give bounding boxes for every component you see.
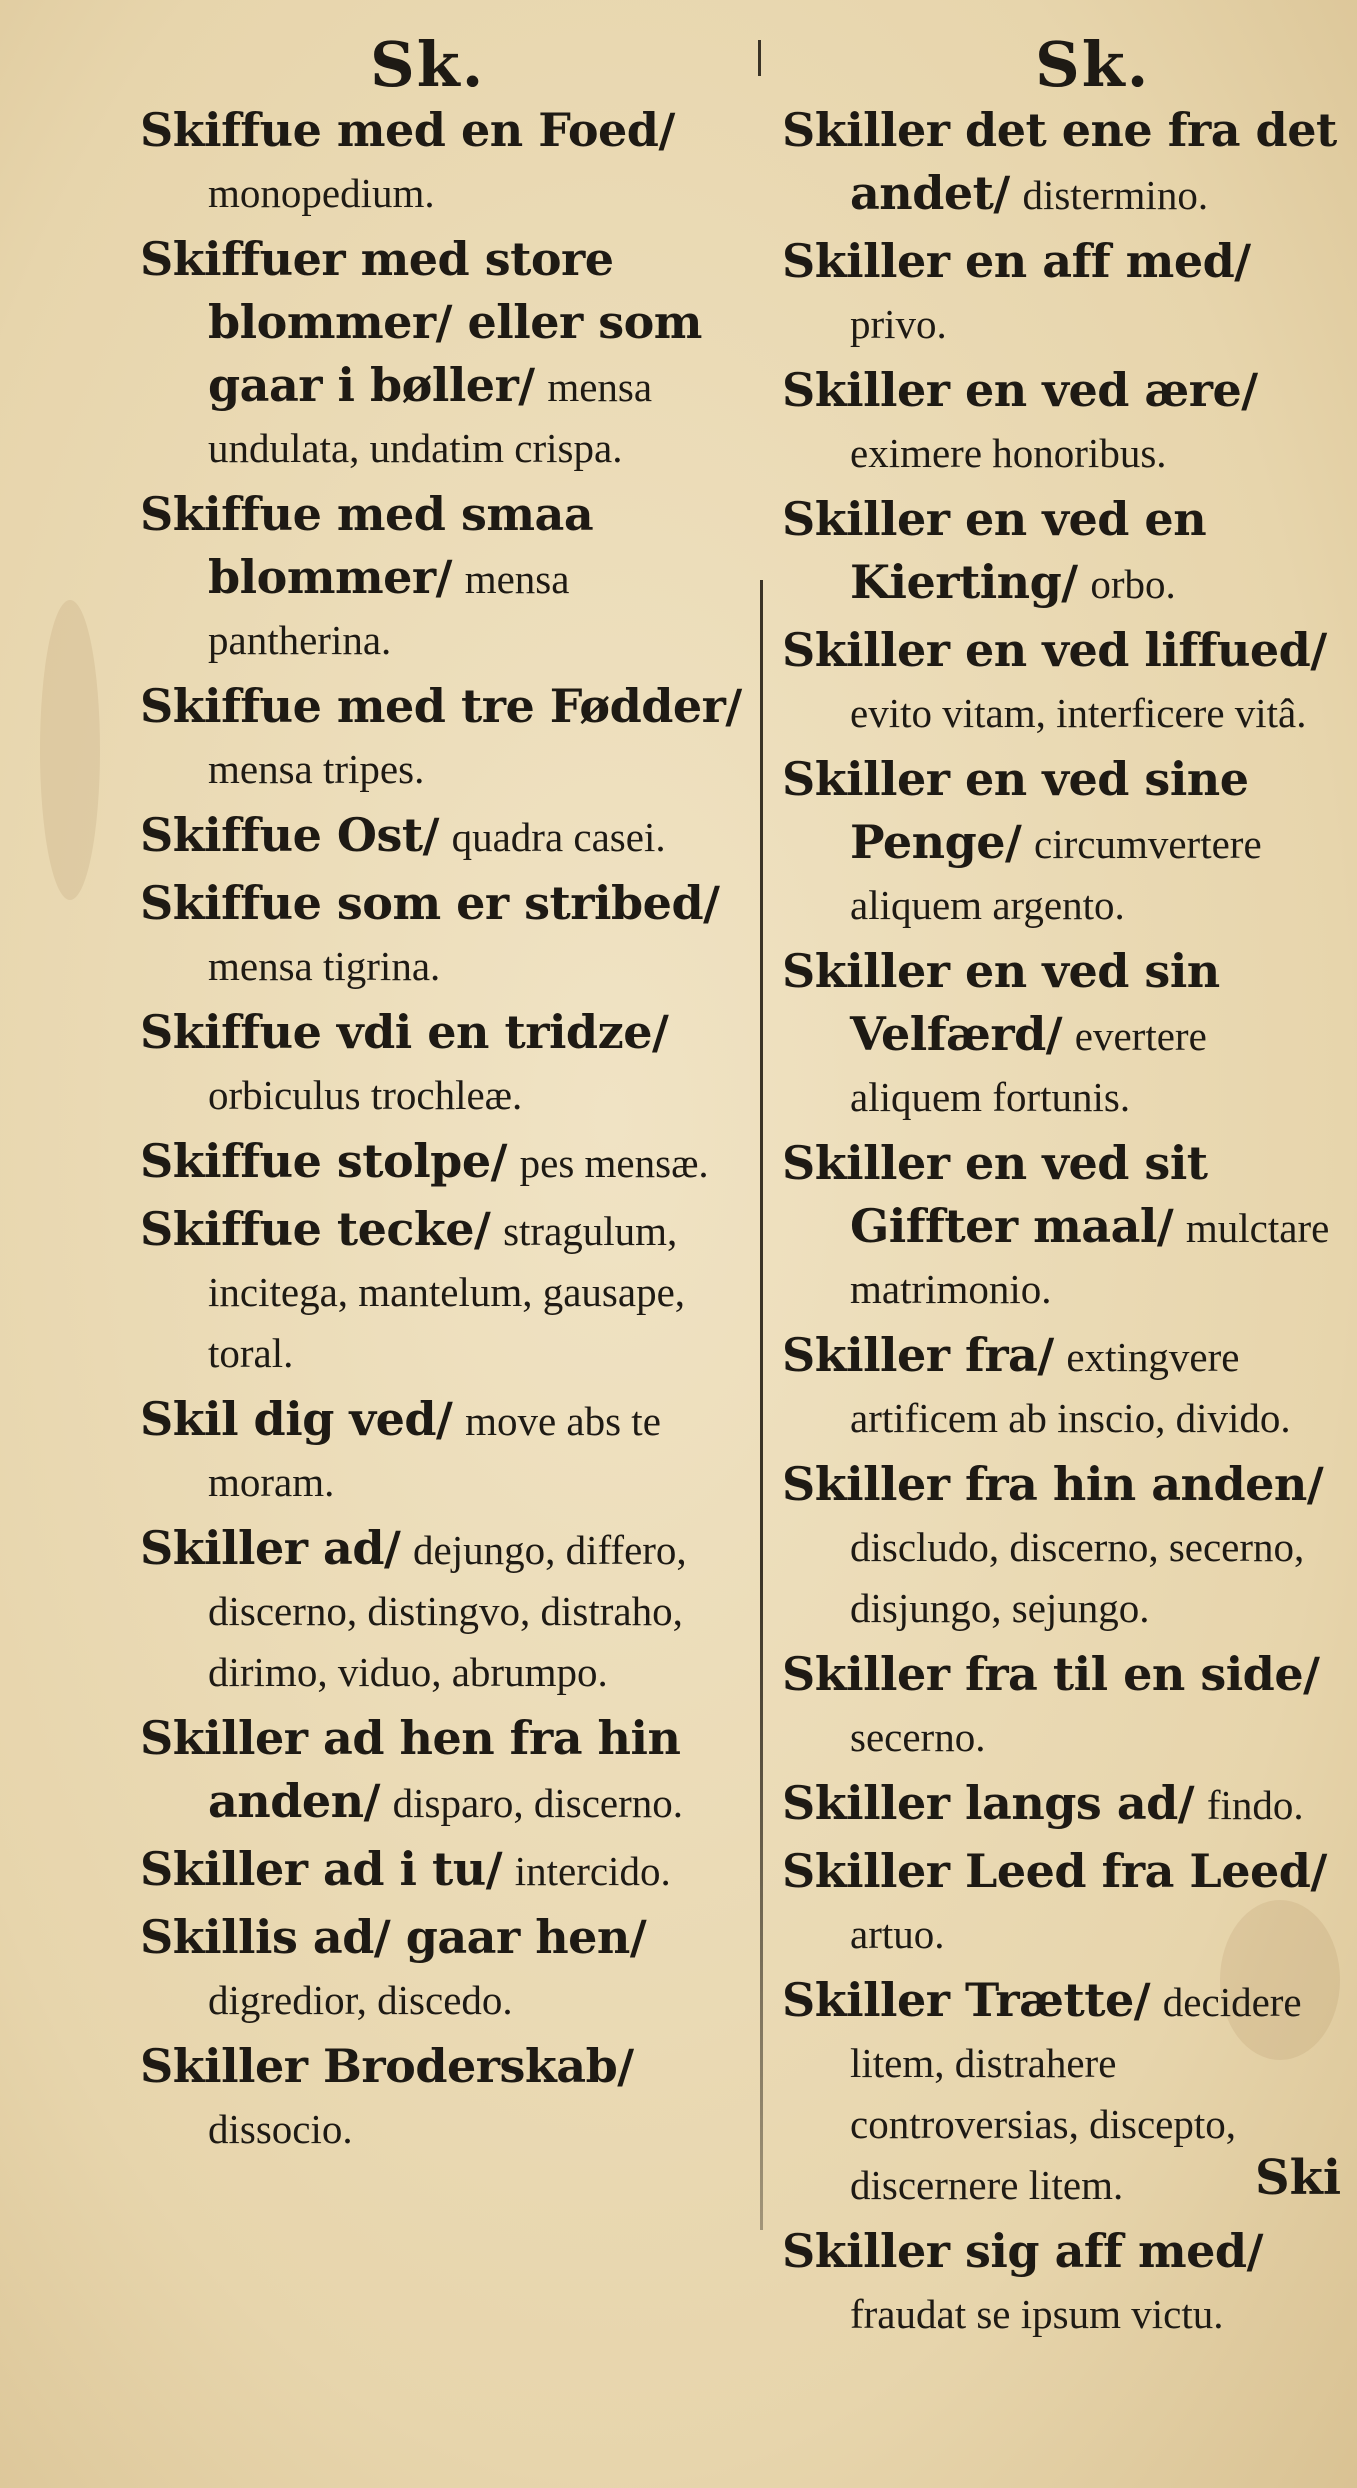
dictionary-entry [782,1644,1342,1768]
entry-latin: mensa tripes. [208,746,425,792]
entry-headword: Skiller Broderskab/ [140,2039,634,2093]
dictionary-entry [782,231,1342,355]
entry-headword: Skiller Trætte/ [782,1973,1151,2027]
dictionary-entry [140,1839,750,1902]
entry-headword: Skiller en ved liffued/ [782,623,1327,677]
entry-headword: Skiffue med tre Fødder/ [140,679,742,733]
dictionary-entry [140,1389,750,1513]
entry-headword: Skiller fra hin anden/ [782,1457,1324,1511]
dictionary-entry [782,1133,1342,1320]
right-column [782,100,1342,2350]
dictionary-entry [782,2221,1342,2345]
entry-latin: fraudat se ipsum victu. [850,2291,1224,2337]
dictionary-entry [140,676,750,800]
entry-headword: Skiller en ved sit Giffter maal/ [782,1136,1208,1253]
dictionary-entry [782,360,1342,484]
entry-latin: stragulum, incitega, mantelum, gausape, toral. [208,1208,686,1376]
entry-latin: evertere aliquem fortunis. [850,1013,1207,1120]
dictionary-entry [140,1199,750,1384]
entry-headword: Skiller sig aff med/ [782,2224,1263,2278]
entry-latin: dejungo, differo, discerno, distingvo, distraho, dirimo, viduo, abrumpo. [208,1527,687,1695]
entry-headword: Skiller langs ad/ [782,1776,1195,1830]
entry-headword: Skiller en ved en Kierting/ [782,492,1207,609]
entry-latin: disparo, discerno. [392,1780,683,1826]
entry-latin: move abs te moram. [208,1398,661,1505]
entry-latin: dissocio. [208,2106,353,2152]
entry-headword: Skiffue stolpe/ [140,1134,507,1188]
left-column [140,100,750,2165]
entry-headword: Skiller en ved ære/ [782,363,1258,417]
entry-headword: Skiller fra/ [782,1328,1054,1382]
entry-headword: Skiffue med en Foed/ [140,103,675,157]
entry-headword: Skiller ad i tu/ [140,1842,502,1896]
entry-headword: Skiller en aff med/ [782,234,1251,288]
entry-headword: Skil dig ved/ [140,1392,453,1446]
entry-latin: decidere litem, distrahere controversias, discepto, discernere litem. [850,1979,1302,2208]
entry-headword: Skiller Leed fra Leed/ [782,1844,1327,1898]
entry-latin: quadra casei. [451,814,666,860]
entry-latin: mulctare matrimonio. [850,1205,1330,1312]
header-divider [758,40,761,76]
running-head-right: Sk. [1035,28,1151,101]
dictionary-entry [140,1131,750,1194]
entry-latin: pes mensæ. [519,1140,709,1186]
dictionary-entry [782,100,1342,226]
entry-latin: intercido. [514,1848,671,1894]
entry-headword: Skiffuer med store blommer/ eller som gaar i bøller/ [140,232,702,412]
entry-latin: monopedium. [208,170,435,216]
catchword: Ski [1255,2150,1342,2206]
entry-latin: orbo. [1090,561,1176,607]
entry-latin: evito vitam, interficere vitâ. [850,690,1307,736]
dictionary-entry [782,941,1342,1128]
entry-latin: extingvere artificem ab inscio, divido. [850,1334,1291,1441]
dictionary-entry [140,873,750,997]
entry-headword: Skiller en ved sine Penge/ [782,752,1249,869]
dictionary-entry [140,2036,750,2160]
dictionary-entry [140,1907,750,2031]
column-rule [760,580,763,2230]
entry-latin: distermino. [1022,172,1209,218]
dictionary-entry [140,484,750,671]
dictionary-entry [782,1773,1342,1836]
entry-headword: Skiller fra til en side/ [782,1647,1320,1701]
dictionary-entry [140,1002,750,1126]
entry-headword: Skiffue tecke/ [140,1202,491,1256]
entry-latin: eximere honoribus. [850,430,1167,476]
entry-latin: artuo. [850,1911,945,1957]
entry-headword: Skillis ad/ gaar hen/ [140,1910,647,1964]
running-head-left: Sk. [370,28,486,101]
entry-latin: discludo, discerno, secerno, disjungo, sejungo. [850,1524,1305,1631]
entry-headword: Skiffue som er stribed/ [140,876,720,930]
dictionary-entry [140,1708,750,1834]
entry-latin: orbiculus trochleæ. [208,1072,523,1118]
dictionary-entry [140,805,750,868]
entry-headword: Skiller en ved sin Velfærd/ [782,944,1220,1061]
dictionary-entry [782,1841,1342,1965]
entry-headword: Skiller ad/ [140,1521,401,1575]
entry-latin: circumvertere aliquem argento. [850,821,1262,928]
entry-latin: privo. [850,301,947,347]
entry-latin: secerno. [850,1714,986,1760]
entry-latin: mensa undulata, undatim crispa. [208,364,653,471]
dictionary-entry [140,1518,750,1703]
entry-latin: digredior, discedo. [208,1977,513,2023]
dictionary-entry [140,100,750,224]
entry-latin: mensa tigrina. [208,943,441,989]
entry-headword: Skiffue vdi en tridze/ [140,1005,669,1059]
entry-headword: Skiller det ene fra det andet/ [782,103,1337,220]
entry-headword: Skiller ad hen fra hin anden/ [140,1711,681,1828]
dictionary-entry [782,620,1342,744]
paper-stain [40,600,100,900]
dictionary-entry [140,229,750,479]
dictionary-entry [782,489,1342,615]
dictionary-entry [782,749,1342,936]
entry-latin: mensa pantherina. [208,556,570,663]
entry-latin: findo. [1206,1782,1304,1828]
dictionary-entry [782,1454,1342,1639]
entry-headword: Skiffue med smaa blommer/ [140,487,594,604]
dictionary-entry [782,1325,1342,1449]
entry-headword: Skiffue Ost/ [140,808,439,862]
